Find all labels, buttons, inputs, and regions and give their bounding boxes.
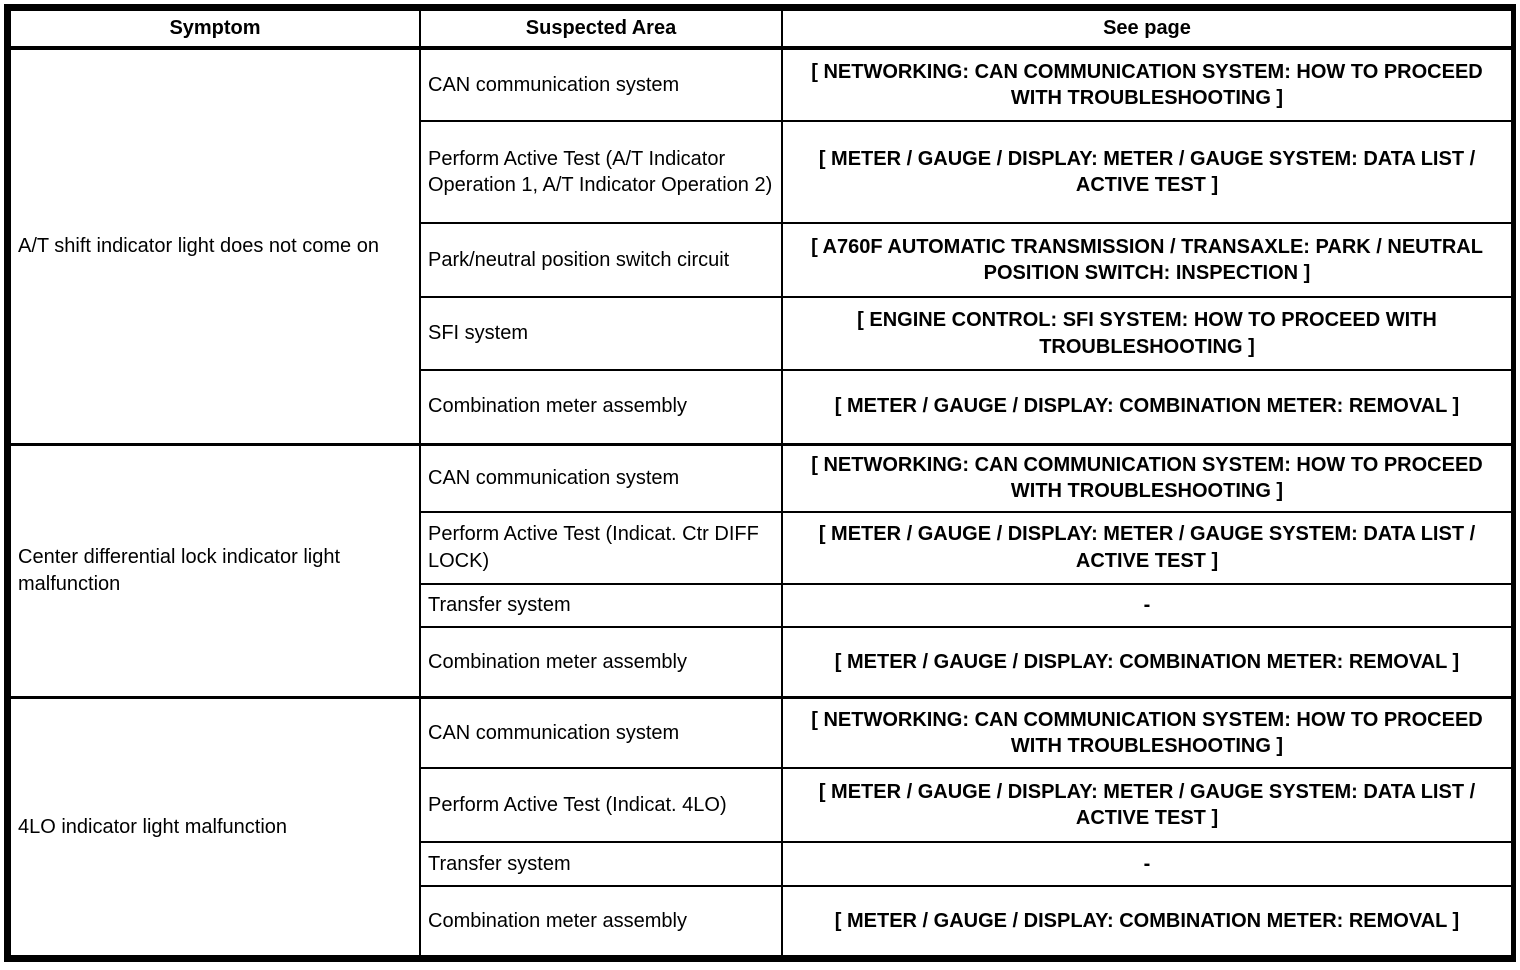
table-row [10, 698, 1512, 768]
suspected-area-cell: Combination meter assembly [420, 627, 782, 697]
table-row [10, 48, 1512, 121]
see-page-cell: [ METER / GAUGE / DISPLAY: METER / GAUGE SYSTEM: DATA LIST / ACTIVE TEST ] [782, 512, 1512, 584]
see-page-cell: [ METER / GAUGE / DISPLAY: COMBINATION METER: REMOVAL ] [782, 627, 1512, 697]
suspected-area-cell: Transfer system [420, 584, 782, 627]
see-page-cell: - [782, 584, 1512, 627]
suspected-area-cell: CAN communication system [420, 698, 782, 768]
troubleshooting-table-frame [4, 4, 1516, 962]
header-row [10, 10, 1512, 48]
see-page-cell: [ METER / GAUGE / DISPLAY: COMBINATION METER: REMOVAL ] [782, 370, 1512, 444]
column-header-see-page: See page [782, 10, 1512, 48]
see-page-cell: [ A760F AUTOMATIC TRANSMISSION / TRANSAXLE: PARK / NEUTRAL POSITION SWITCH: INSPECTION ] [782, 223, 1512, 297]
suspected-area-cell: Perform Active Test (Indicat. Ctr DIFF LOCK) [420, 512, 782, 584]
suspected-area-cell: CAN communication system [420, 444, 782, 511]
see-page-cell: [ NETWORKING: CAN COMMUNICATION SYSTEM: HOW TO PROCEED WITH TROUBLESHOOTING ] [782, 444, 1512, 511]
column-header-suspected-area: Suspected Area [420, 10, 782, 48]
symptom-cell: 4LO indicator light malfunction [10, 698, 420, 957]
table-row [10, 444, 1512, 511]
suspected-area-cell: Combination meter assembly [420, 886, 782, 956]
suspected-area-cell: Perform Active Test (A/T Indicator Operation 1, A/T Indicator Operation 2) [420, 121, 782, 223]
column-header-symptom: Symptom [10, 10, 420, 48]
see-page-cell: - [782, 842, 1512, 885]
see-page-cell: [ METER / GAUGE / DISPLAY: COMBINATION METER: REMOVAL ] [782, 886, 1512, 956]
see-page-cell: [ NETWORKING: CAN COMMUNICATION SYSTEM: HOW TO PROCEED WITH TROUBLESHOOTING ] [782, 698, 1512, 768]
suspected-area-cell: CAN communication system [420, 48, 782, 121]
see-page-cell: [ METER / GAUGE / DISPLAY: METER / GAUGE SYSTEM: DATA LIST / ACTIVE TEST ] [782, 768, 1512, 842]
troubleshooting-table [9, 9, 1513, 957]
see-page-cell: [ ENGINE CONTROL: SFI SYSTEM: HOW TO PROCEED WITH TROUBLESHOOTING ] [782, 297, 1512, 369]
see-page-cell: [ NETWORKING: CAN COMMUNICATION SYSTEM: HOW TO PROCEED WITH TROUBLESHOOTING ] [782, 48, 1512, 121]
symptom-cell: A/T shift indicator light does not come on [10, 48, 420, 444]
suspected-area-cell: Combination meter assembly [420, 370, 782, 444]
suspected-area-cell: Perform Active Test (Indicat. 4LO) [420, 768, 782, 842]
symptom-cell: Center differential lock indicator light malfunction [10, 444, 420, 697]
suspected-area-cell: Transfer system [420, 842, 782, 885]
suspected-area-cell: Park/neutral position switch circuit [420, 223, 782, 297]
see-page-cell: [ METER / GAUGE / DISPLAY: METER / GAUGE SYSTEM: DATA LIST / ACTIVE TEST ] [782, 121, 1512, 223]
suspected-area-cell: SFI system [420, 297, 782, 369]
